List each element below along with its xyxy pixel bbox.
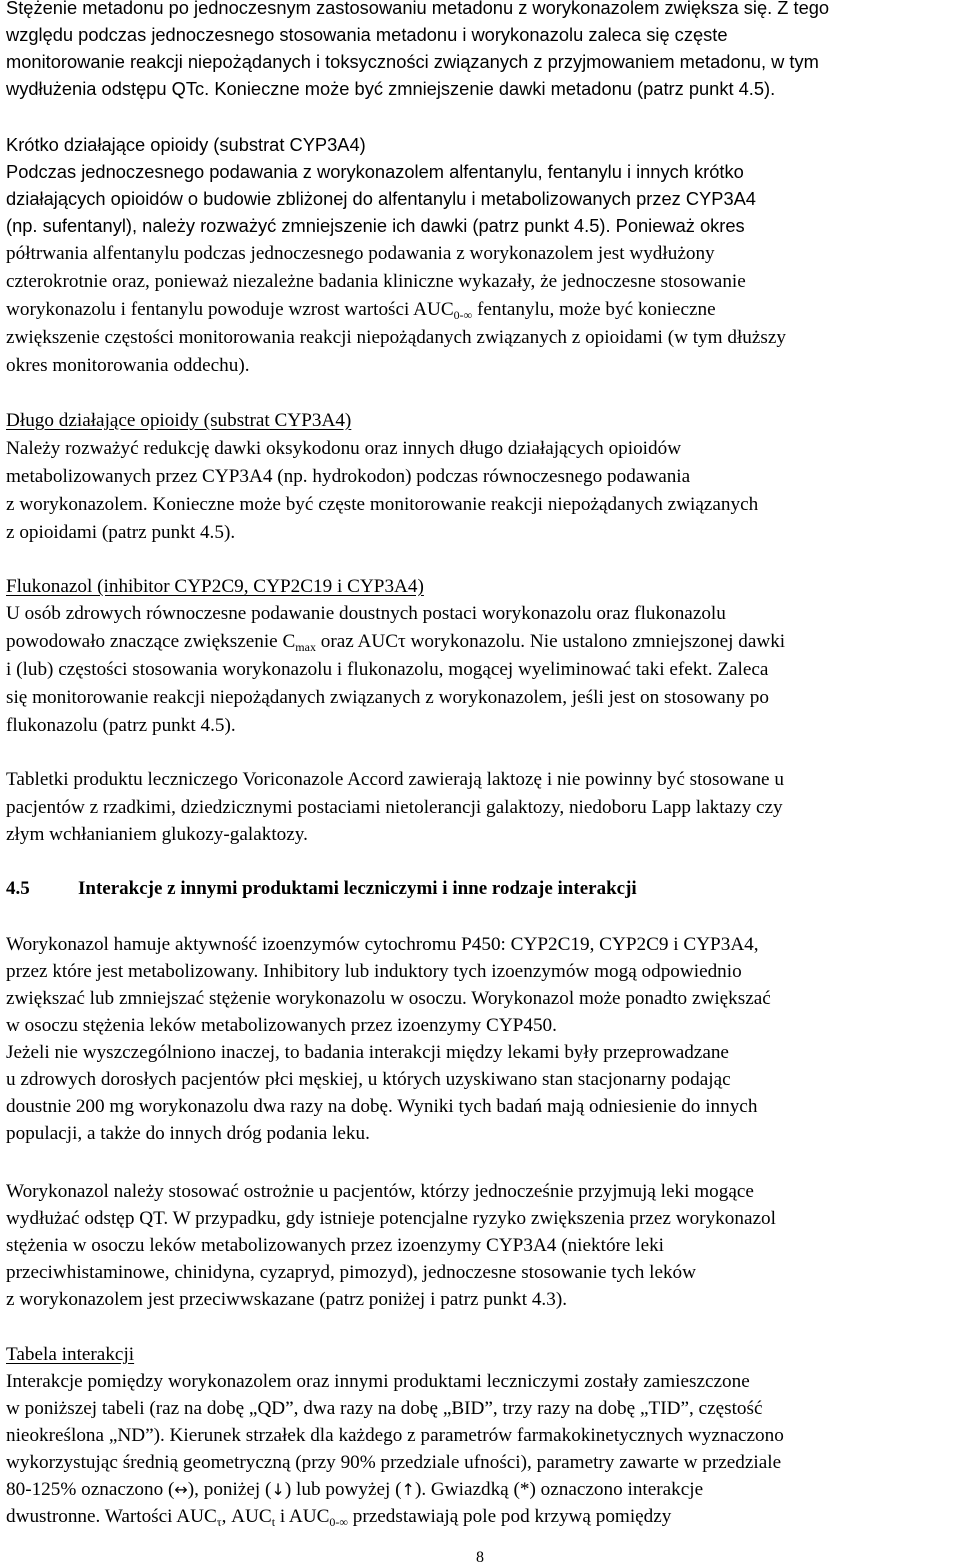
paragraph-line: Worykonazol hamuje aktywność izoenzymów cytochromu P450: CYP2C19, CYP2C9 i CYP3A4, xyxy=(6,934,759,955)
section-title-interaction-table: Tabela interakcji xyxy=(6,1344,135,1365)
paragraph-line: złym wchłanianiem glukozy-galaktozy. xyxy=(6,824,308,845)
text-run: 80-125% oznaczono ( xyxy=(6,1479,175,1500)
paragraph-line: przez które jest metabolizowany. Inhibitory lub induktory tych izoenzymów mogą odpowiednio xyxy=(6,961,742,982)
subscript: t xyxy=(271,1515,276,1529)
paragraph-line: się monitorowanie reakcji niepożądanych związanych z worykonazolem, jeśli jest on stosowany po xyxy=(6,687,769,708)
paragraph-line: nieokreślona „ND”). Kierunek strzałek dla każdego z parametrów farmakokinetycznych wyznaczono xyxy=(6,1425,784,1446)
paragraph-line xyxy=(6,1503,671,1536)
paragraph-line: Podczas jednoczesnego podawania z worykonazolem alfentanylu, fentanylu i innych krótko xyxy=(6,161,744,182)
section-title: Interakcje z innymi produktami leczniczymi i inne rodzaje interakcji xyxy=(78,878,637,899)
arrow-down-icon: ↓ xyxy=(271,1480,285,1499)
paragraph-line: u zdrowych dorosłych pacjentów płci męskiej, u których uzyskiwano stan stacjonarny podając xyxy=(6,1069,731,1090)
text-run: dwustronne. Wartości AUC xyxy=(6,1506,217,1527)
paragraph-line: półtrwania alfentanylu podczas jednoczesnego podawania z worykonazolem jest wydłużony xyxy=(6,243,715,264)
paragraph-line: z worykonazolem jest przeciwwskazane (patrz poniżej i patrz punkt 4.3). xyxy=(6,1289,568,1310)
text-run: ), poniżej ( xyxy=(187,1479,272,1500)
section-number: 4.5 xyxy=(6,878,30,899)
arrow-left-right-icon: ↔ xyxy=(174,1480,188,1499)
paragraph-line: Interakcje pomiędzy worykonazolem oraz innymi produktami leczniczymi zostały zamieszczone xyxy=(6,1371,750,1392)
paragraph-line: w osoczu stężenia leków metabolizowanych przez izoenzymy CYP450. xyxy=(6,1015,557,1036)
paragraph-line: wydłużać odstęp QT. W przypadku, gdy istnieje potencjalne ryzyko zwiększenia przez worykonazol xyxy=(6,1208,776,1229)
paragraph-line: zwiększać lub zmniejszać stężenie worykonazolu w osoczu. Worykonazol może ponadto zwiększać xyxy=(6,988,771,1009)
text-run: oraz AUCτ worykonazolu. Nie ustalono zmniejszonej dawki xyxy=(315,631,786,652)
paragraph-line: wykorzystując średnią geometryczną (przy 90% przedziale ufności), parametry zawarte w przedziale xyxy=(6,1452,782,1473)
paragraph-line: doustnie 200 mg worykonazolu dwa razy na dobę. Wyniki tych badań mają odniesienie do innych xyxy=(6,1096,758,1117)
text-run: , AUC xyxy=(221,1506,272,1527)
paragraph-line: okres monitorowania oddechu). xyxy=(6,355,250,376)
paragraph-line: i (lub) częstości stosowania worykonazolu i flukonazolu, mogącej wyeliminować taki efekt. Zaleca xyxy=(6,659,769,680)
paragraph-line: z opioidami (patrz punkt 4.5). xyxy=(6,522,236,543)
paragraph-line: metabolizowanych przez CYP3A4 (np. hydrokodon) podczas równoczesnego podawania xyxy=(6,466,691,487)
paragraph-line: względu podczas jednoczesnego stosowania metadonu i worykonazolu zaleca się częste xyxy=(6,24,728,45)
paragraph-line: populacji, a także do innych dróg podania leku. xyxy=(6,1123,370,1144)
paragraph-line: Jeżeli nie wyszczególniono inaczej, to badania interakcji między lekami były przeprowadzane xyxy=(6,1042,729,1063)
subscript: τ xyxy=(216,1515,222,1529)
section-title-fluconazole: Flukonazol (inhibitor CYP2C9, CYP2C19 i CYP3A4) xyxy=(6,576,424,597)
paragraph-line: (np. sufentanyl), należy rozważyć zmniejszenie ich dawki (patrz punkt 4.5). Ponieważ okres xyxy=(6,215,745,236)
paragraph-line: Należy rozważyć redukcję dawki oksykodonu oraz innych długo działających opioidów xyxy=(6,438,682,459)
paragraph-line: w poniższej tabeli (raz na dobę „QD”, dwa razy na dobę „BID”, trzy razy na dobę „TID”, częstość xyxy=(6,1398,763,1419)
paragraph-line: Tabletki produktu leczniczego Voriconazole Accord zawierają laktozę i nie powinny być stosowane u xyxy=(6,769,784,790)
text-run: ). Gwiazdką (*) oznaczono interakcje xyxy=(414,1479,704,1500)
text-run: ) lub powyżej ( xyxy=(284,1479,402,1500)
subscript: max xyxy=(295,640,316,654)
paragraph-line: Stężenie metadonu po jednoczesnym zastosowaniu metadonu z worykonazolem zwiększa się. Z tego xyxy=(6,0,830,18)
subscript: 0-∞ xyxy=(329,1515,348,1529)
text-run: przedstawiają pole pod krzywą pomiędzy xyxy=(347,1506,672,1527)
section-title-short-opioids: Krótko działające opioidy (substrat CYP3A4) xyxy=(6,134,366,155)
text-run: fentanylu, może być konieczne xyxy=(472,299,716,320)
paragraph-line: wydłużenia odstępu QTc. Konieczne może być zmniejszenie dawki metadonu (patrz punkt 4.5). xyxy=(6,78,776,99)
paragraph-line: monitorowanie reakcji niepożądanych i toksyczności związanych z przyjmowaniem metadonu, w tym xyxy=(6,51,819,72)
text-run: i AUC xyxy=(275,1506,330,1527)
paragraph-line: zwiększenie częstości monitorowania reakcji niepożądanych związanych z opioidami (w tym dłuższy xyxy=(6,327,786,348)
section-heading-4-5 xyxy=(6,875,637,902)
paragraph-line: z worykonazolem. Konieczne może być częste monitorowanie reakcji niepożądanych związanych xyxy=(6,494,759,515)
paragraph-line: przeciwhistaminowe, chinidyna, cyzapryd, pimozyd), jednoczesne stosowanie tych leków xyxy=(6,1262,697,1283)
page-number: 8 xyxy=(476,1549,484,1566)
arrow-up-icon: ↑ xyxy=(401,1480,415,1499)
paragraph-line: czterokrotnie oraz, ponieważ niezależne badania kliniczne wykazały, że jednoczesne stosowanie xyxy=(6,271,746,292)
paragraph-line: Worykonazol należy stosować ostrożnie u pacjentów, którzy jednocześnie przyjmują leki mogące xyxy=(6,1181,754,1202)
paragraph-line xyxy=(6,1476,703,1503)
text-run: powodowało znaczące zwiększenie C xyxy=(6,631,296,652)
paragraph-line: pacjentów z rzadkimi, dziedzicznymi postaciami nietolerancji galaktozy, niedoboru Lapp laktazy czy xyxy=(6,797,783,818)
paragraph-line: działających opioidów o budowie zbliżonej do alfentanylu i metabolizowanych przez CYP3A4 xyxy=(6,188,756,209)
text-run: worykonazolu i fentanylu powoduje wzrost wartości AUC xyxy=(6,299,454,320)
subscript: 0-∞ xyxy=(453,308,473,322)
paragraph-line: U osób zdrowych równoczesne podawanie doustnych postaci worykonazolu oraz flukonazolu xyxy=(6,603,726,624)
paragraph-line: flukonazolu (patrz punkt 4.5). xyxy=(6,715,236,736)
section-title-long-opioids: Długo działające opioidy (substrat CYP3A4) xyxy=(6,410,352,431)
paragraph-line: stężenia w osoczu leków metabolizowanych przez izoenzymy CYP3A4 (niektóre leki xyxy=(6,1235,665,1256)
